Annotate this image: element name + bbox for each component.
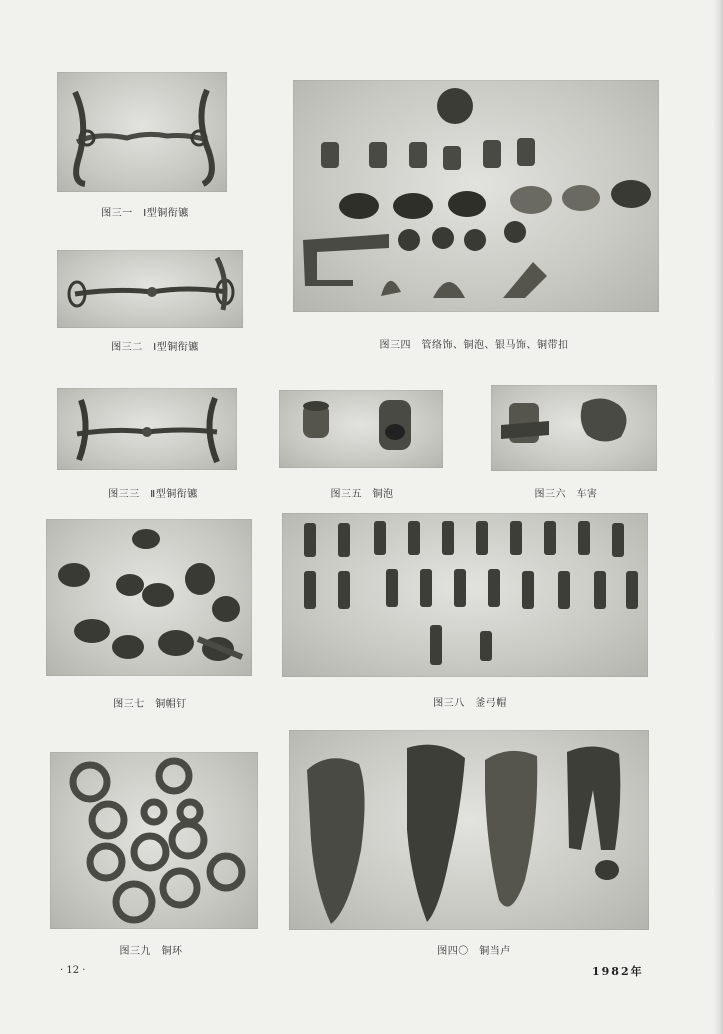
issue-year: 1982年 [592,965,644,978]
caption-fig35: 图三五 铜泡 [330,489,394,500]
page-number: · 12 · [60,965,86,976]
caption-fig36: 图三六 车害 [534,489,598,500]
photo-fig39-bronze-rings [50,752,258,929]
caption-fig34: 图三四 管络饰、铜泡、银马饰、铜带扣 [379,340,569,351]
photo-fig34-harness-ornaments [293,80,659,312]
caption-fig33: 图三三 Ⅱ型铜衔镳 [108,489,198,500]
photo-fig37-bronze-cap-nails [46,519,252,676]
photo-fig40-bronze-frontlets [289,730,649,930]
caption-fig37: 图三七 铜帽钉 [113,699,187,710]
caption-fig40: 图四〇 铜当卢 [437,946,511,957]
photo-fig36-axle-caps [491,385,657,471]
photo-fig33-bridle-bit [57,388,237,470]
photo-fig38-bow-caps [282,513,648,677]
photo-fig32-bridle-bit [57,250,243,328]
photo-fig35-bronze-bubbles [279,390,443,468]
caption-fig31: 图三一 I型铜衔镳 [101,208,189,219]
caption-fig39: 图三九 铜环 [119,946,183,957]
caption-fig38: 图三八 釜弓帽 [433,698,507,709]
caption-fig32: 图三二 I型铜衔镳 [111,342,199,353]
photo-fig31-bridle-bit [57,72,227,192]
page-edge-shadow [713,0,723,1034]
